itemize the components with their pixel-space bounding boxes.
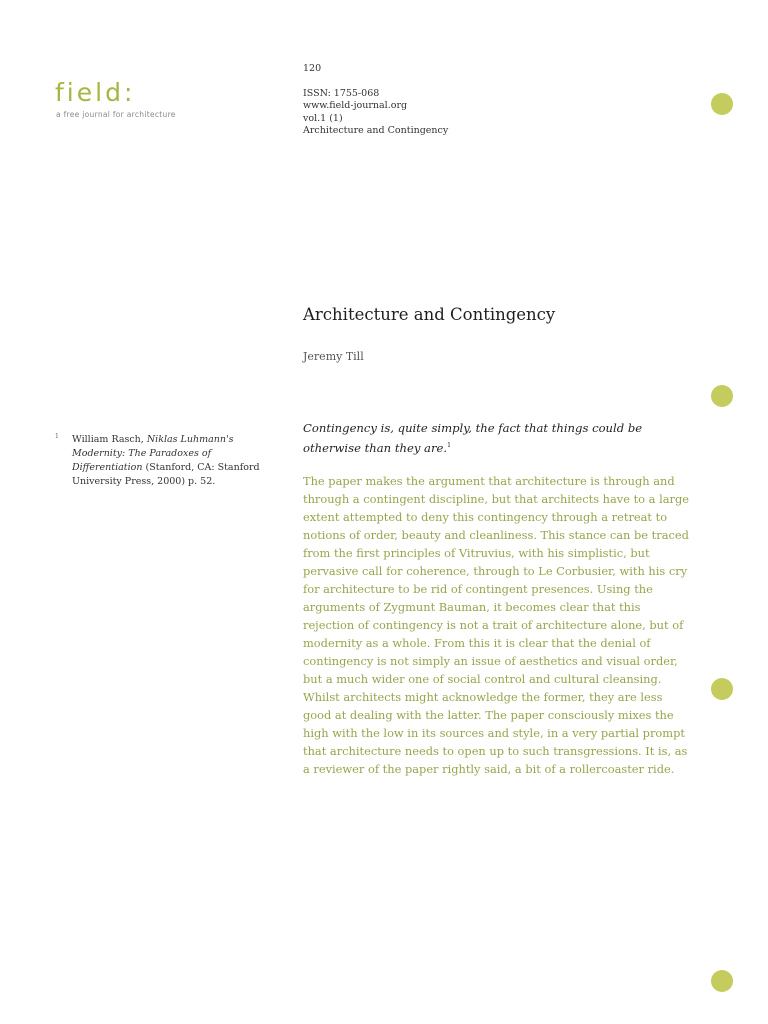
issue-title: Architecture and Contingency <box>303 125 449 136</box>
article-author: Jeremy Till <box>303 350 364 363</box>
journal-logo: field: <box>55 78 136 107</box>
footnote-book-title: Niklas Luhmann's Modernity: The Paradoxes of Differentiation <box>72 434 234 473</box>
page-number: 120 <box>303 63 322 74</box>
footnote-publication: (Stanford, CA: Stanford University Press, 2000) p. 52. <box>72 462 260 487</box>
margin-dot <box>711 678 733 700</box>
footnote-reference: 1 <box>447 442 451 449</box>
journal-tagline: a free journal for architecture <box>56 110 176 119</box>
volume: vol.1 (1) <box>303 112 343 124</box>
journal-website: www.field-journal.org <box>303 100 408 111</box>
margin-dot <box>711 970 733 992</box>
margin-dot <box>711 385 733 407</box>
margin-dot <box>711 93 733 115</box>
issn: ISSN: 1755-068 <box>303 87 380 99</box>
epigraph <box>303 420 693 457</box>
footnote-author: William Rasch, <box>72 434 147 445</box>
epigraph-text: Contingency is, quite simply, the fact that things could be otherwise than they are. <box>303 421 643 455</box>
journal-meta <box>303 63 448 138</box>
article-title: Architecture and Contingency <box>303 305 556 324</box>
abstract: The paper makes the argument that architecture is through and through a contingent discipline, but that architects have to a large extent attempted to deny this contingency through a retreat to notions of order, beauty and cleanliness. This stance can be traced from the first principles of Vitruvius, with his simplistic, but pervasive call for coherence, through to Le Corbusier, with his cry for architecture to be rid of contingent presences. Using the arguments of Zygmunt Bauman, it becomes clear that this rejection of contingency is not a trait of architecture alone, but of modernity as a whole. From this it is clear that the denial of contingency is not simply an issue of aesthetics and visual order, but a much wider one of social control and cultural cleansing. Whilst architects might acknowledge the former, they are less good at dealing with the latter. The paper consciously mixes the high with the low in its sources and style, in a very partial prompt that architecture needs to open up to such transgressions. It is, as a reviewer of the paper rightly said, a bit of a rollercoaster ride. <box>303 474 689 776</box>
footnote-number: 1 <box>55 433 59 440</box>
footnote <box>72 433 272 489</box>
